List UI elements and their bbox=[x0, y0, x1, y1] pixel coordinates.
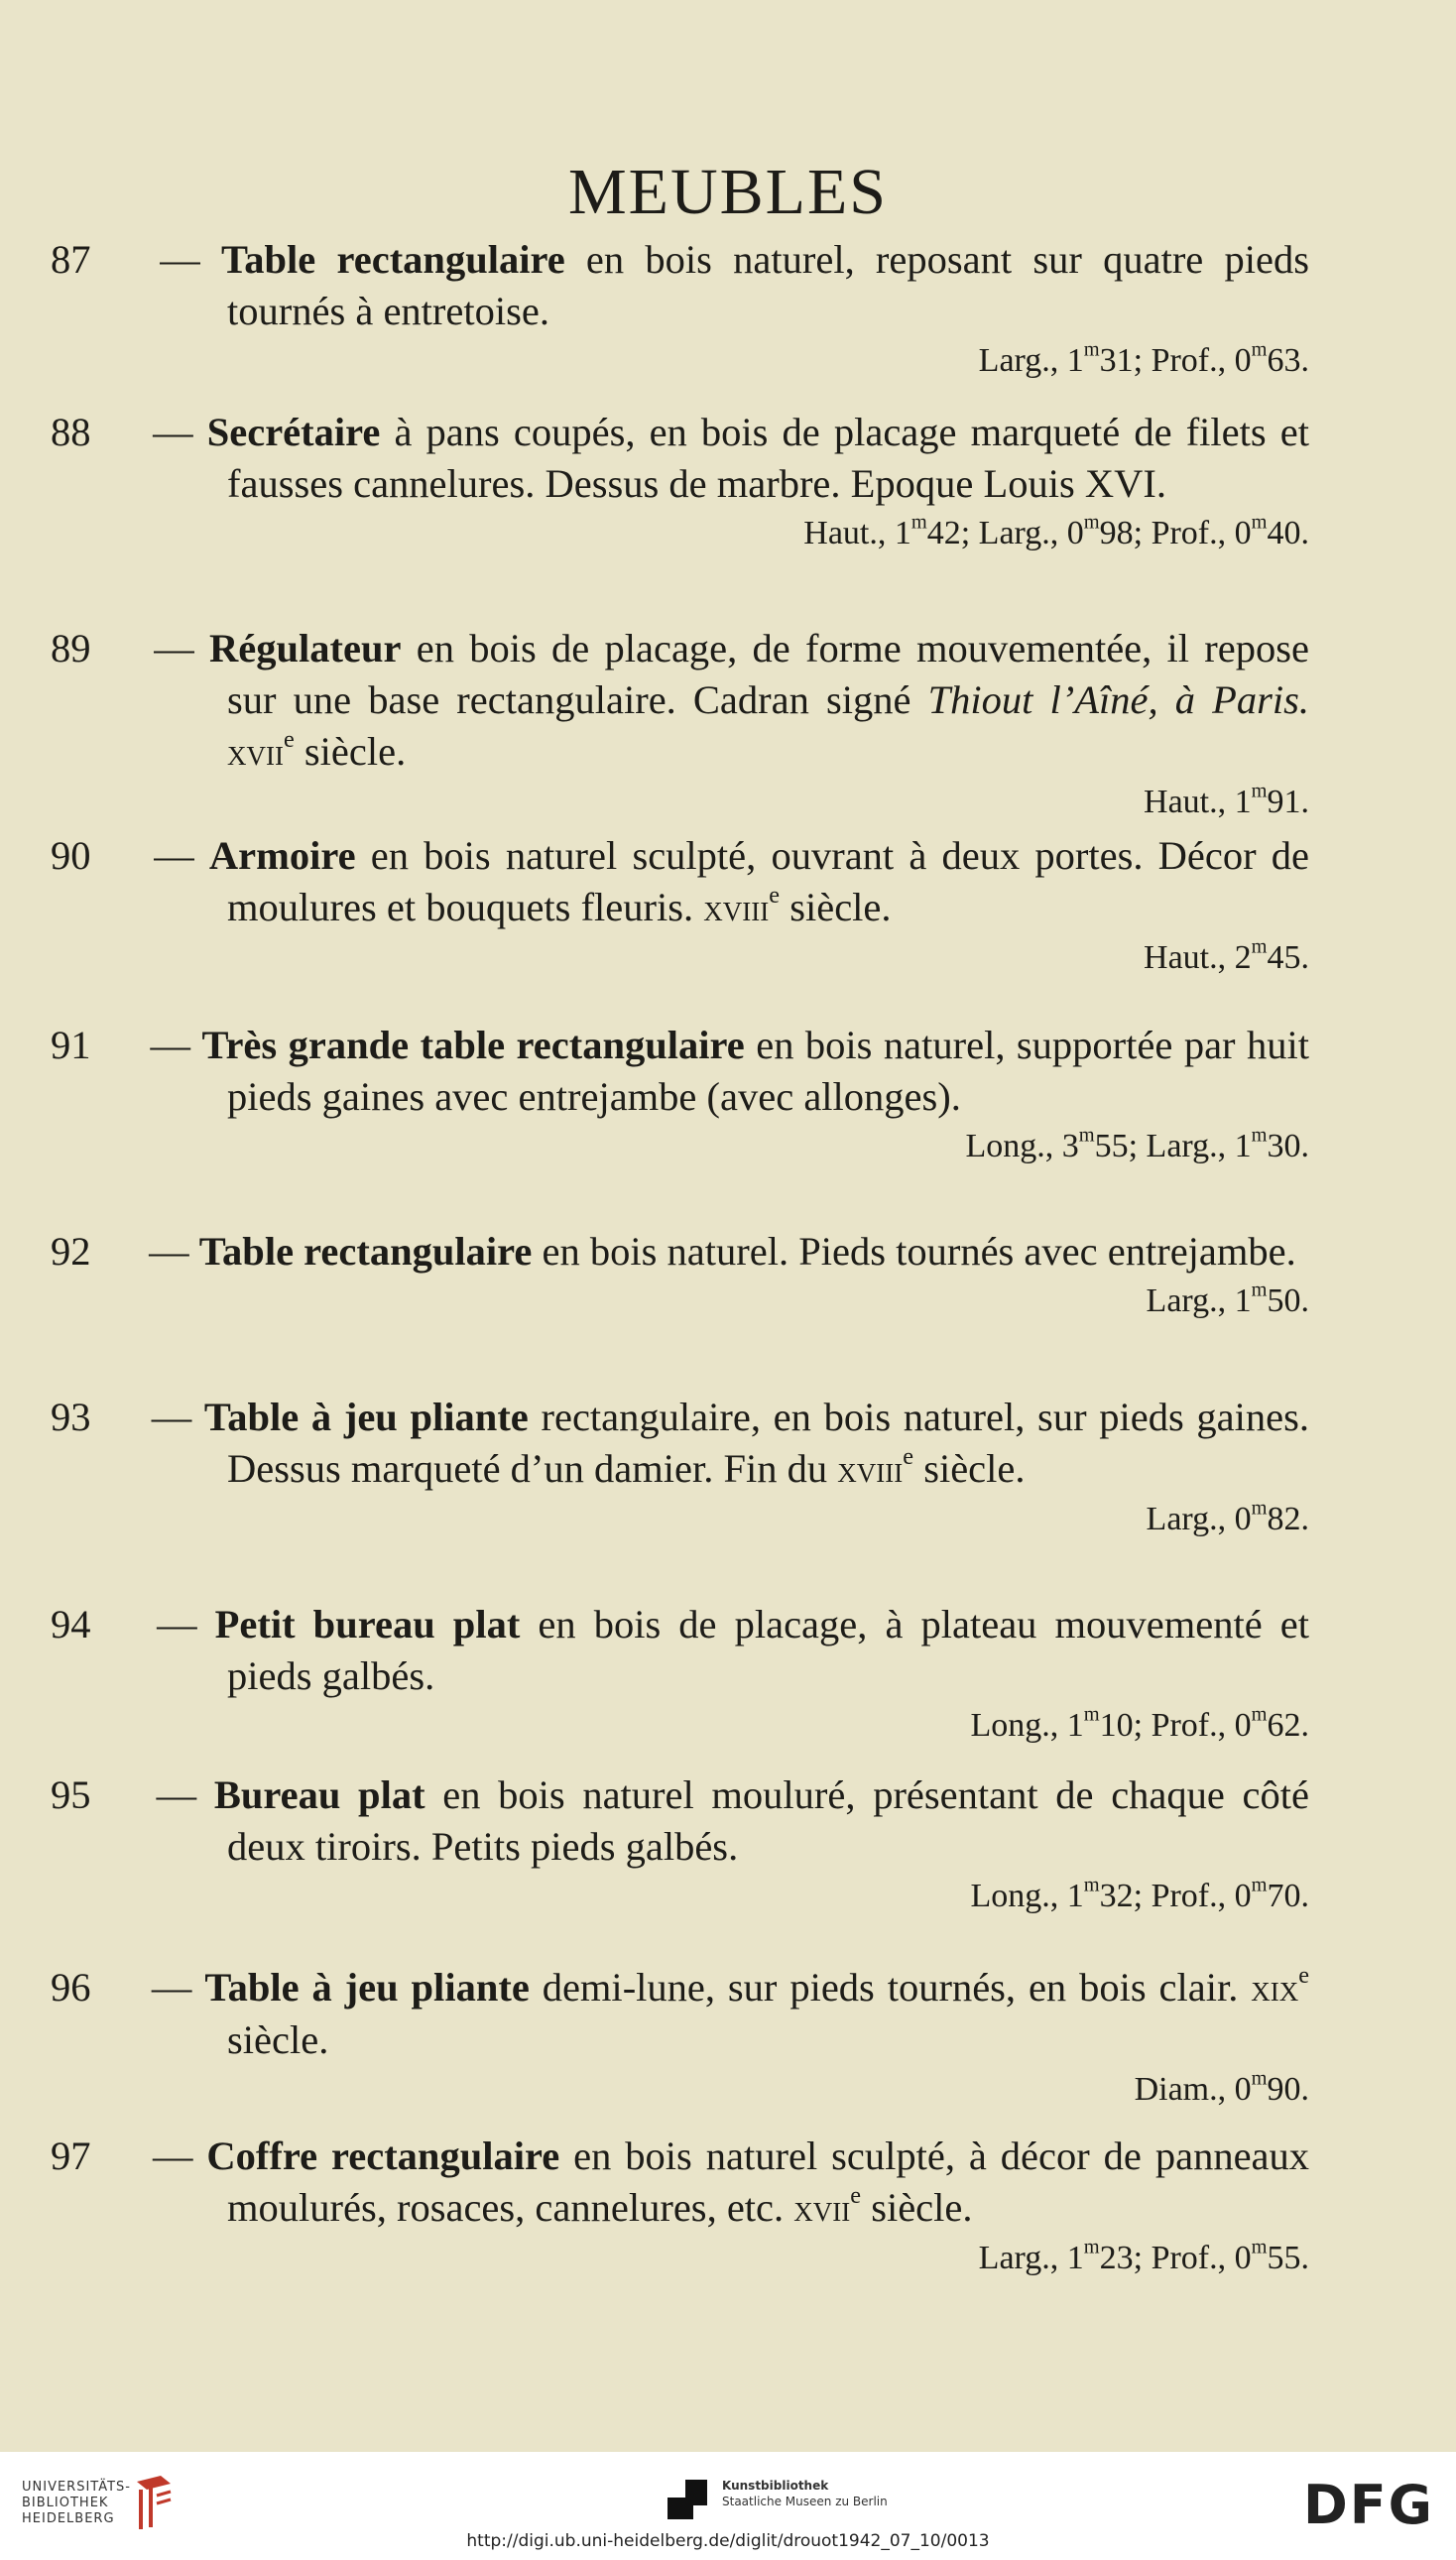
century-numeral: xvii bbox=[793, 2188, 851, 2230]
entry-description: 88 — Secrétaire à pans coupés, en bois de placage marqueté de filets et fausses cannelures. Dessus de marbre. Epoque Louis XVI. bbox=[51, 410, 1310, 506]
entry-description: 87 — Table rectangulaire en bois naturel, reposant sur quatre pieds tournés à entretoise. bbox=[51, 237, 1309, 333]
catalogue-entry-88 bbox=[51, 407, 1310, 557]
lot-text-end: siècle. bbox=[861, 2185, 973, 2230]
catalogue-entry-97 bbox=[51, 2131, 1310, 2282]
lot-text: en bois naturel sculpté, à décor de panneaux moulurés, rosaces, cannelures, etc. bbox=[227, 2133, 1310, 2230]
catalogue-entry-87 bbox=[51, 234, 1309, 385]
catalogue-entry-92 bbox=[51, 1226, 1309, 1325]
signature-text: Thiout l’Aîné, à Paris. bbox=[927, 677, 1309, 722]
entry-description: 89 — Régulateur en bois de placage, de forme mouvementée, il repose sur une base rectangulaire. Cadran signé Thiout l’Aîné, à Paris. xvii$^e$ siècle. bbox=[51, 626, 1310, 774]
century-numeral: xvii bbox=[227, 732, 284, 774]
catalogue-entry-93 bbox=[51, 1392, 1310, 1543]
century-numeral: xix bbox=[1251, 1968, 1299, 2010]
ub-heidelberg-label: UNIVERSITÄTS- BIBLIOTHEK HEIDELBERG bbox=[22, 2480, 131, 2526]
lot-text: en bois naturel. Pieds tournés avec entrejambe. bbox=[532, 1229, 1296, 1274]
em-dash: — bbox=[153, 410, 193, 454]
entry-description: 97 — Coffre rectangulaire en bois naturel sculpté, à décor de panneaux moulurés, rosaces, cannelures, etc. xvii$^e$ siècle. bbox=[51, 2133, 1310, 2230]
em-dash: — bbox=[151, 1965, 192, 2010]
lot-title: Table à jeu pliante bbox=[203, 1395, 529, 1439]
em-dash: — bbox=[157, 1602, 197, 1646]
lot-text: demi-lune, sur pieds tournés, en bois clair. bbox=[529, 1965, 1252, 2010]
em-dash: — bbox=[151, 1395, 192, 1439]
lot-title: Petit bureau plat bbox=[214, 1602, 521, 1646]
lot-title: Table à jeu pliante bbox=[204, 1965, 530, 2010]
em-dash: — bbox=[160, 237, 200, 282]
century-suffix: e bbox=[903, 1442, 914, 1470]
lot-title: Table rectangulaire bbox=[220, 237, 565, 282]
lot-text: en bois naturel mouluré, présentant de chaque côté deux tiroirs. Petits pieds galbés. bbox=[227, 1772, 1309, 1869]
em-dash: — bbox=[150, 1023, 190, 1067]
century-suffix: e bbox=[283, 725, 295, 753]
catalogue-entry-90 bbox=[51, 830, 1310, 982]
lot-text-end: siècle. bbox=[294, 729, 407, 774]
century-numeral: xviii bbox=[837, 1449, 904, 1491]
entry-description: 94 — Petit bureau plat en bois de placage, à plateau mouvementé et pieds galbés. bbox=[51, 1602, 1309, 1698]
entry-description: 95 — Bureau plat en bois naturel mouluré, présentant de chaque côté deux tiroirs. Petits pieds galbés. bbox=[51, 1772, 1309, 1869]
lot-text: rectangulaire, en bois naturel, sur pieds gaines. Dessus marqueté d’un damier. Fin du bbox=[227, 1395, 1310, 1491]
em-dash: — bbox=[154, 833, 194, 878]
lot-text-end: siècle. bbox=[780, 885, 892, 929]
dimensions: Larg., 1$^m$50. bbox=[1146, 1279, 1309, 1319]
entry-description: 90 — Armoire en bois naturel sculpté, ouvrant à deux portes. Décor de moulures et bouquets fleuris. xviii$^e$ siècle. bbox=[51, 833, 1310, 929]
lot-text: en bois naturel, reposant sur quatre pieds tournés à entretoise. bbox=[227, 237, 1309, 333]
dimensions: Larg., 1$^m$31; Prof., 0$^m$63. bbox=[978, 338, 1309, 379]
catalogue-entry-96 bbox=[51, 1961, 1310, 2114]
dimensions: Long., 1$^m$10; Prof., 0$^m$62. bbox=[970, 1703, 1309, 1744]
catalogue-entry-91 bbox=[51, 1020, 1310, 1170]
entry-description: 91 — Très grande table rectangulaire en bois naturel, supportée par huit pieds gaines avec entrejambe (avec allonges). bbox=[51, 1023, 1310, 1119]
lot-title: Très grande table rectangulaire bbox=[201, 1023, 745, 1067]
lot-title: Secrétaire bbox=[206, 410, 381, 454]
entry-description: 93 — Table à jeu pliante rectangulaire, en bois naturel, sur pieds gaines. Dessus marqueté d’un damier. Fin du xviii$^e$ siècle. bbox=[51, 1395, 1310, 1491]
lot-text-end: siècle. bbox=[227, 2017, 329, 2062]
dimensions: Haut., 1$^m$91. bbox=[1144, 780, 1309, 820]
dimensions: Haut., 1$^m$42; Larg., 0$^m$98; Prof., 0$^m$40. bbox=[803, 511, 1309, 551]
lot-title: Table rectangulaire bbox=[198, 1229, 533, 1274]
century-suffix: e bbox=[1298, 1961, 1310, 1989]
dimensions: Larg., 0$^m$82. bbox=[1146, 1497, 1309, 1537]
entry-description: 92 — Table rectangulaire en bois naturel. Pieds tournés avec entrejambe. bbox=[51, 1229, 1296, 1274]
dimensions: Larg., 1$^m$23; Prof., 0$^m$55. bbox=[978, 2236, 1309, 2276]
century-suffix: e bbox=[769, 881, 781, 909]
lot-text: en bois de placage, à plateau mouvementé et pieds galbés. bbox=[227, 1602, 1309, 1698]
em-dash: — bbox=[149, 1229, 189, 1274]
lot-text: à pans coupés, en bois de placage marqueté de filets et fausses cannelures. Dessus de marbre. Epoque Louis XVI. bbox=[227, 410, 1310, 506]
dimensions: Long., 1$^m$32; Prof., 0$^m$70. bbox=[970, 1874, 1309, 1914]
dimensions: Haut., 2$^m$45. bbox=[1144, 935, 1309, 976]
lot-text: en bois naturel, supportée par huit pieds gaines avec entrejambe (avec allonges). bbox=[227, 1023, 1310, 1119]
lot-text: en bois naturel sculpté, ouvrant à deux portes. Décor de moulures et bouquets fleuris. bbox=[227, 833, 1310, 929]
dfg-logo: DFG bbox=[1302, 2474, 1434, 2536]
em-dash: — bbox=[154, 626, 194, 670]
lot-text-end: siècle. bbox=[913, 1446, 1026, 1491]
em-dash: — bbox=[152, 2133, 193, 2178]
em-dash: — bbox=[156, 1772, 197, 1817]
catalogue-entry-94 bbox=[51, 1599, 1309, 1750]
kunstbibliothek-label: Kunstbibliothek Staatliche Museen zu Berlin bbox=[722, 2479, 888, 2508]
lot-title: Régulateur bbox=[209, 626, 402, 670]
entry-description: 96 — Table à jeu pliante demi-lune, sur pieds tournés, en bois clair. xix$^e$ siècle. bbox=[51, 1961, 1310, 2062]
lot-title: Armoire bbox=[208, 833, 356, 878]
catalogue-entry-95 bbox=[51, 1769, 1309, 1920]
century-numeral: xviii bbox=[703, 888, 770, 929]
source-url-link[interactable]: http://digi.ub.uni-heidelberg.de/diglit/drouot1942_07_10/0013 bbox=[466, 2531, 990, 2551]
dimensions: Diam., 0$^m$90. bbox=[1134, 2067, 1309, 2108]
lot-title: Bureau plat bbox=[213, 1772, 425, 1817]
lot-text: en bois de placage, de forme mouvementée, il repose sur une base rectangulaire. Cadran signé bbox=[227, 626, 1310, 722]
ub-heidelberg-logo-icon bbox=[131, 2474, 177, 2531]
century-suffix: e bbox=[850, 2181, 862, 2209]
footer bbox=[0, 2452, 1456, 2560]
lot-title: Coffre rectangulaire bbox=[206, 2133, 560, 2178]
kunstbibliothek-logo-icon bbox=[667, 2480, 707, 2519]
dimensions: Long., 3$^m$55; Larg., 1$^m$30. bbox=[965, 1124, 1309, 1164]
page-heading: MEUBLES bbox=[567, 156, 889, 229]
catalogue-entry-89 bbox=[51, 623, 1310, 826]
